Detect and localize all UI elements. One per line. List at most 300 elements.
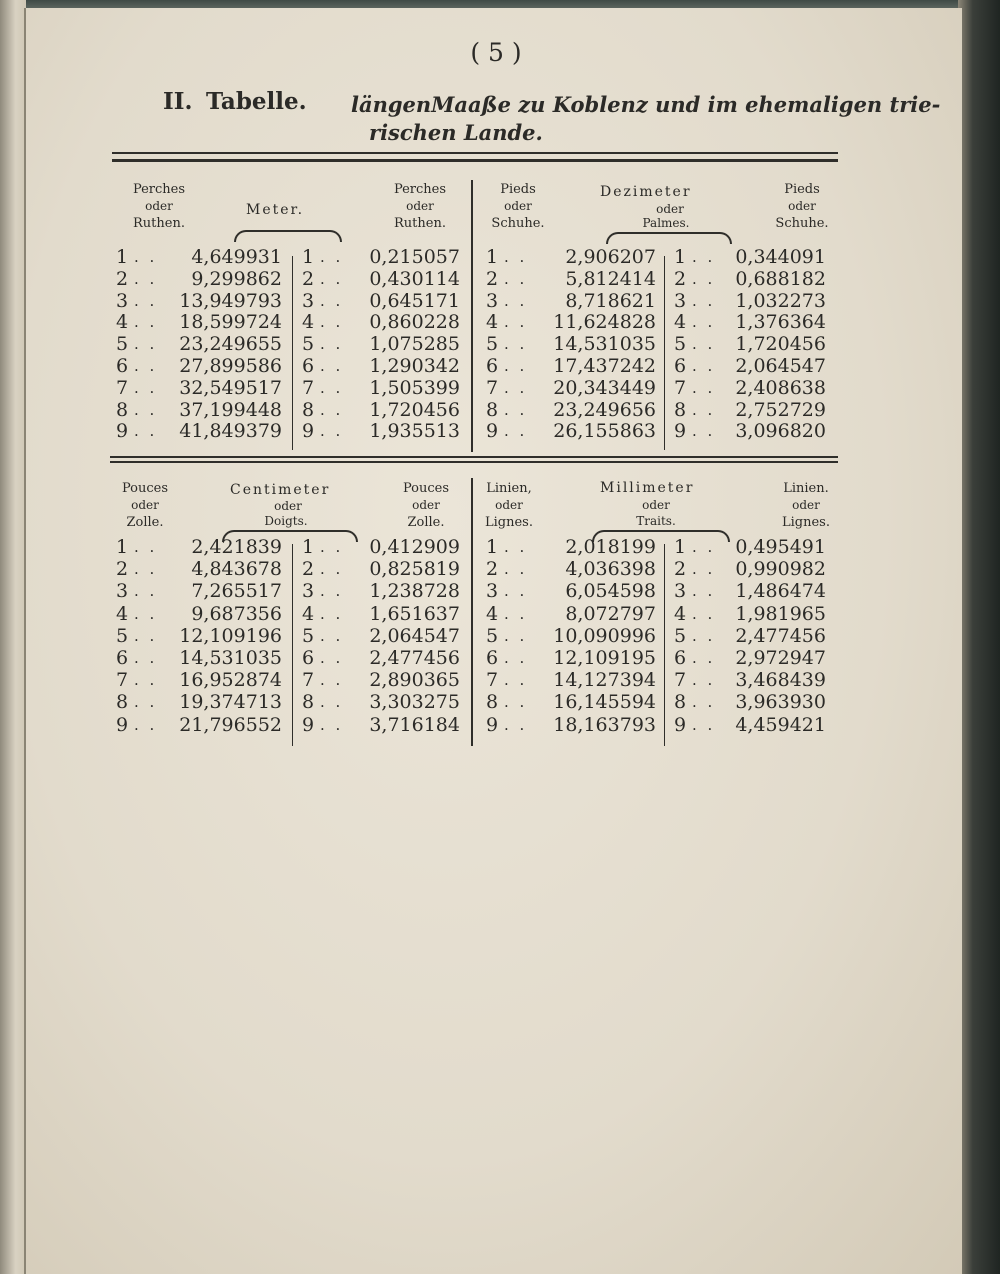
table-cell — [486, 558, 656, 580]
table-cell — [674, 647, 826, 669]
conversion-value: 2,890365 — [369, 669, 460, 692]
table-cell — [302, 311, 460, 333]
row-number: 3 — [116, 580, 129, 603]
conversion-value: 2,972947 — [735, 647, 826, 669]
table-cell — [486, 268, 656, 290]
table-cell — [486, 647, 656, 669]
table-cell — [302, 714, 460, 736]
table-number: II. — [163, 88, 193, 115]
table-cell — [116, 246, 282, 268]
table-cell — [116, 268, 282, 290]
conversion-value: 23,249656 — [553, 398, 656, 421]
conversion-value: 2,408638 — [735, 376, 826, 399]
table-cell — [674, 580, 826, 602]
leader-dots: . . — [320, 649, 344, 667]
t2-left-col-divider — [292, 544, 293, 746]
conversion-value: 12,109196 — [179, 624, 282, 647]
t2-header-millimeter: Millimeter — [600, 480, 695, 496]
leader-dots: . . — [134, 560, 158, 579]
table-cell — [674, 558, 826, 580]
page-title: längenMaaße zu Koblenz und im ehemaligen trie- — [351, 92, 941, 117]
t1-header-pieds-2: Pieds oder Schuhe. — [775, 182, 829, 231]
table-cell — [302, 246, 460, 268]
table-cell — [674, 290, 826, 312]
row-number: 9 — [674, 420, 687, 443]
leader-dots: . . — [320, 560, 344, 579]
t1-right-col-divider — [664, 256, 665, 450]
row-number: 1 — [302, 246, 315, 268]
leader-dots: . . — [504, 560, 528, 579]
conversion-value: 0,215057 — [369, 246, 460, 268]
table-cell — [116, 691, 282, 713]
leader-dots: . . — [320, 291, 344, 310]
row-number: 6 — [302, 647, 315, 669]
table-cell — [674, 669, 826, 691]
table-cell — [302, 625, 460, 647]
t2-centimeter-sub: Doigts. — [264, 514, 308, 528]
conversion-value: 37,199448 — [179, 398, 282, 421]
table-cell — [674, 603, 826, 625]
conversion-value: 0,344091 — [735, 246, 826, 268]
row-number: 5 — [674, 624, 687, 647]
conversion-value: 2,421839 — [191, 536, 282, 558]
leader-dots: . . — [504, 626, 528, 645]
leader-dots: . . — [692, 649, 716, 667]
row-number: 7 — [674, 376, 687, 399]
t2-header-centimeter: Centimeter — [230, 482, 331, 498]
row-number: 1 — [674, 246, 687, 268]
t1-header-perches: Perches oder Ruthen. — [132, 182, 186, 231]
t1-left-col-divider — [292, 256, 293, 450]
row-number: 2 — [486, 558, 499, 581]
row-number: 4 — [116, 602, 129, 625]
row-number: 6 — [116, 647, 129, 669]
conversion-value: 27,899586 — [179, 355, 282, 377]
row-number: 9 — [486, 420, 499, 443]
conversion-value: 1,505399 — [369, 376, 460, 399]
top-rule — [112, 152, 838, 154]
table-cell — [674, 536, 826, 558]
row-number: 6 — [674, 355, 687, 377]
leader-dots: . . — [692, 560, 716, 579]
t2-header-pouces: Pouces oder Zolle. — [121, 481, 169, 530]
leader-dots: . . — [504, 715, 528, 734]
table-cell — [116, 311, 282, 333]
row-number: 4 — [116, 311, 129, 334]
table-cell — [674, 355, 826, 377]
row-number: 9 — [302, 420, 315, 443]
leader-dots: . . — [504, 538, 528, 556]
table-cell — [302, 691, 460, 713]
t2-header-linien: Linien, oder Lignes. — [485, 481, 533, 530]
table-cell — [486, 603, 656, 625]
table-cell — [674, 625, 826, 647]
row-number: 7 — [302, 669, 315, 692]
row-number: 4 — [486, 311, 499, 334]
leader-dots: . . — [320, 248, 344, 266]
leader-dots: . . — [504, 649, 528, 667]
row-number: 8 — [486, 398, 499, 421]
table-cell — [302, 669, 460, 691]
table-cell — [302, 355, 460, 377]
table-cell — [116, 714, 282, 736]
table-cell — [674, 311, 826, 333]
row-number: 8 — [302, 398, 315, 421]
t1-header-meter: Meter. — [246, 202, 305, 218]
book-binding — [958, 0, 1000, 1274]
leader-dots: . . — [320, 626, 344, 645]
row-number: 3 — [486, 580, 499, 603]
table-cell — [302, 377, 460, 399]
row-number: 8 — [302, 691, 315, 714]
row-number: 6 — [486, 647, 499, 669]
conversion-value: 19,374713 — [179, 691, 282, 714]
row-number: 4 — [486, 602, 499, 625]
row-number: 5 — [486, 333, 499, 356]
leader-dots: . . — [320, 693, 344, 712]
conversion-value: 26,155863 — [553, 420, 656, 443]
row-number: 8 — [486, 691, 499, 714]
conversion-value: 9,299862 — [191, 267, 282, 290]
table-cell — [116, 536, 282, 558]
row-number: 5 — [674, 333, 687, 356]
leader-dots: . . — [134, 248, 158, 266]
table-cell — [674, 399, 826, 421]
table-cell — [486, 580, 656, 602]
conversion-value: 2,064547 — [369, 624, 460, 647]
conversion-value: 5,812414 — [565, 267, 656, 290]
leader-dots: . . — [134, 715, 158, 734]
row-number: 3 — [302, 580, 315, 603]
conversion-value: 1,290342 — [369, 355, 460, 377]
leader-dots: . . — [320, 313, 344, 332]
leader-dots: . . — [692, 248, 716, 266]
table-cell — [302, 536, 460, 558]
row-number: 8 — [674, 691, 687, 714]
row-number: 2 — [116, 558, 129, 581]
conversion-value: 16,952874 — [179, 669, 282, 692]
row-number: 4 — [302, 602, 315, 625]
leader-dots: . . — [134, 649, 158, 667]
row-number: 5 — [302, 624, 315, 647]
table-label: Tabelle. — [206, 88, 307, 115]
conversion-value: 8,072797 — [565, 602, 656, 625]
row-number: 7 — [486, 669, 499, 692]
leader-dots: . . — [692, 582, 716, 601]
conversion-value: 41,849379 — [179, 420, 282, 443]
table-cell — [674, 714, 826, 736]
t1-header-pieds: Pieds oder Schuhe. — [491, 182, 545, 231]
middle-rule-2 — [110, 461, 838, 463]
table-cell — [116, 625, 282, 647]
leader-dots: . . — [504, 582, 528, 601]
conversion-value: 3,963930 — [735, 691, 826, 714]
leader-dots: . . — [320, 378, 344, 397]
leader-dots: . . — [504, 335, 528, 354]
t2-millimeter-oder: oder — [642, 498, 670, 512]
page-number: ( 5 ) — [470, 38, 522, 67]
row-number: 7 — [302, 376, 315, 399]
row-number: 7 — [674, 669, 687, 692]
leader-dots: . . — [692, 604, 716, 623]
row-number: 1 — [486, 536, 499, 558]
leader-dots: . . — [320, 422, 344, 441]
t2-center-divider — [471, 478, 473, 746]
row-number: 6 — [302, 355, 315, 377]
conversion-value: 11,624828 — [553, 311, 656, 334]
conversion-value: 6,054598 — [565, 580, 656, 603]
leader-dots: . . — [320, 269, 344, 288]
table-cell — [486, 377, 656, 399]
conversion-value: 2,477456 — [735, 624, 826, 647]
row-number: 6 — [116, 355, 129, 377]
conversion-value: 0,860228 — [369, 311, 460, 334]
table-cell — [486, 691, 656, 713]
conversion-value: 17,437242 — [553, 355, 656, 377]
row-number: 4 — [674, 311, 687, 334]
table-cell — [486, 290, 656, 312]
leader-dots: . . — [320, 671, 344, 690]
conversion-value: 1,981965 — [735, 602, 826, 625]
table-cell — [486, 625, 656, 647]
leader-dots: . . — [504, 693, 528, 712]
t1-dezimeter-oder: oder — [656, 202, 684, 216]
conversion-value: 1,075285 — [369, 333, 460, 356]
leader-dots: . . — [692, 538, 716, 556]
leader-dots: . . — [134, 313, 158, 332]
t2-header-pouces-2: Pouces oder Zolle. — [402, 481, 450, 530]
row-number: 1 — [674, 536, 687, 558]
conversion-value: 18,163793 — [553, 713, 656, 736]
row-number: 3 — [674, 289, 687, 312]
row-number: 5 — [116, 624, 129, 647]
page-title-continued: rischen Lande. — [369, 120, 543, 145]
row-number: 1 — [116, 246, 129, 268]
row-number: 8 — [116, 398, 129, 421]
leader-dots: . . — [320, 604, 344, 623]
table-cell — [116, 333, 282, 355]
leader-dots: . . — [504, 269, 528, 288]
row-number: 9 — [302, 713, 315, 736]
t1-meter-brace — [234, 230, 342, 242]
leader-dots: . . — [320, 400, 344, 419]
leader-dots: . . — [692, 715, 716, 734]
conversion-value: 20,343449 — [553, 376, 656, 399]
conversion-value: 0,825819 — [369, 558, 460, 581]
row-number: 3 — [116, 289, 129, 312]
conversion-value: 18,599724 — [179, 311, 282, 334]
table-cell — [674, 246, 826, 268]
leader-dots: . . — [504, 604, 528, 623]
conversion-value: 3,468439 — [735, 669, 826, 692]
row-number: 9 — [116, 713, 129, 736]
t2-centimeter-oder: oder — [274, 499, 302, 513]
leader-dots: . . — [692, 693, 716, 712]
top-rule-thick — [112, 159, 838, 162]
row-number: 3 — [302, 289, 315, 312]
conversion-value: 9,687356 — [191, 602, 282, 625]
row-number: 9 — [486, 713, 499, 736]
row-number: 8 — [116, 691, 129, 714]
row-number: 2 — [486, 267, 499, 290]
book-page — [24, 8, 962, 1274]
conversion-value: 2,477456 — [369, 647, 460, 669]
conversion-value: 7,265517 — [191, 580, 282, 603]
table-cell — [302, 290, 460, 312]
row-number: 2 — [116, 267, 129, 290]
facing-page-edge — [0, 0, 26, 1274]
row-number: 9 — [674, 713, 687, 736]
leader-dots: . . — [134, 422, 158, 441]
table-cell — [302, 420, 460, 442]
conversion-value: 0,688182 — [735, 267, 826, 290]
table-cell — [302, 268, 460, 290]
leader-dots: . . — [692, 671, 716, 690]
t1-header-perches-2: Perches oder Ruthen. — [393, 182, 447, 231]
t2-millimeter-sub: Traits. — [636, 514, 676, 528]
row-number: 5 — [116, 333, 129, 356]
conversion-value: 2,752729 — [735, 398, 826, 421]
row-number: 7 — [486, 376, 499, 399]
row-number: 1 — [486, 246, 499, 268]
leader-dots: . . — [134, 335, 158, 354]
table-cell — [674, 420, 826, 442]
leader-dots: . . — [134, 378, 158, 397]
leader-dots: . . — [692, 313, 716, 332]
leader-dots: . . — [134, 400, 158, 419]
conversion-value: 21,796552 — [179, 713, 282, 736]
t1-header-dezimeter: Dezimeter — [600, 184, 692, 200]
leader-dots: . . — [134, 693, 158, 712]
table-cell — [674, 377, 826, 399]
conversion-value: 0,990982 — [735, 558, 826, 581]
leader-dots: . . — [692, 335, 716, 354]
leader-dots: . . — [692, 357, 716, 375]
table-cell — [302, 603, 460, 625]
conversion-value: 1,935513 — [369, 420, 460, 443]
conversion-value: 4,036398 — [565, 558, 656, 581]
leader-dots: . . — [692, 378, 716, 397]
leader-dots: . . — [692, 400, 716, 419]
table-cell — [486, 333, 656, 355]
table-cell — [486, 714, 656, 736]
row-number: 3 — [486, 289, 499, 312]
conversion-value: 0,495491 — [735, 536, 826, 558]
leader-dots: . . — [504, 248, 528, 266]
row-number: 2 — [674, 558, 687, 581]
row-number: 1 — [302, 536, 315, 558]
leader-dots: . . — [504, 313, 528, 332]
conversion-value: 1,720456 — [369, 398, 460, 421]
row-number: 5 — [486, 624, 499, 647]
leader-dots: . . — [504, 378, 528, 397]
leader-dots: . . — [134, 604, 158, 623]
conversion-value: 14,531035 — [553, 333, 656, 356]
table-cell — [302, 580, 460, 602]
row-number: 2 — [302, 267, 315, 290]
t2-header-linien-2: Linien. oder Lignes. — [782, 481, 830, 530]
row-number: 2 — [674, 267, 687, 290]
leader-dots: . . — [134, 626, 158, 645]
leader-dots: . . — [504, 400, 528, 419]
row-number: 5 — [302, 333, 315, 356]
table-cell — [116, 669, 282, 691]
table-cell — [674, 333, 826, 355]
leader-dots: . . — [134, 538, 158, 556]
table-cell — [302, 647, 460, 669]
t2-right-col-divider — [664, 544, 665, 746]
conversion-value: 1,376364 — [735, 311, 826, 334]
conversion-value: 1,651637 — [369, 602, 460, 625]
leader-dots: . . — [134, 291, 158, 310]
leader-dots: . . — [692, 269, 716, 288]
leader-dots: . . — [134, 357, 158, 375]
table-cell — [116, 290, 282, 312]
row-number: 9 — [116, 420, 129, 443]
middle-rule — [110, 456, 838, 458]
leader-dots: . . — [320, 538, 344, 556]
table-cell — [302, 399, 460, 421]
row-number: 6 — [674, 647, 687, 669]
conversion-value: 0,645171 — [369, 289, 460, 312]
conversion-value: 4,843678 — [191, 558, 282, 581]
table-cell — [116, 355, 282, 377]
table-cell — [116, 603, 282, 625]
table-cell — [674, 268, 826, 290]
table-cell — [116, 420, 282, 442]
conversion-value: 1,032273 — [735, 289, 826, 312]
table-cell — [116, 377, 282, 399]
table-cell — [486, 311, 656, 333]
conversion-value: 4,649931 — [191, 246, 282, 268]
table-cell — [302, 333, 460, 355]
leader-dots: . . — [504, 291, 528, 310]
leader-dots: . . — [320, 357, 344, 375]
leader-dots: . . — [504, 357, 528, 375]
conversion-value: 1,486474 — [735, 580, 826, 603]
row-number: 6 — [486, 355, 499, 377]
row-number: 4 — [674, 602, 687, 625]
conversion-value: 1,720456 — [735, 333, 826, 356]
leader-dots: . . — [320, 335, 344, 354]
table-cell — [116, 580, 282, 602]
conversion-value: 10,090996 — [553, 624, 656, 647]
row-number: 3 — [674, 580, 687, 603]
t1-dezimeter-brace — [606, 232, 732, 244]
conversion-value: 3,096820 — [735, 420, 826, 443]
conversion-value: 2,018199 — [565, 536, 656, 558]
table-cell — [116, 399, 282, 421]
conversion-value: 3,303275 — [369, 691, 460, 714]
leader-dots: . . — [320, 715, 344, 734]
t1-dezimeter-sub: Palmes. — [642, 216, 690, 230]
table-cell — [116, 558, 282, 580]
conversion-value: 23,249655 — [179, 333, 282, 356]
table-cell — [486, 399, 656, 421]
conversion-value: 2,906207 — [565, 246, 656, 268]
leader-dots: . . — [134, 582, 158, 601]
leader-dots: . . — [692, 291, 716, 310]
table-cell — [486, 420, 656, 442]
table-cell — [486, 669, 656, 691]
leader-dots: . . — [692, 422, 716, 441]
conversion-value: 8,718621 — [565, 289, 656, 312]
row-number: 1 — [116, 536, 129, 558]
row-number: 8 — [674, 398, 687, 421]
conversion-value: 13,949793 — [179, 289, 282, 312]
table-cell — [674, 691, 826, 713]
row-number: 2 — [302, 558, 315, 581]
